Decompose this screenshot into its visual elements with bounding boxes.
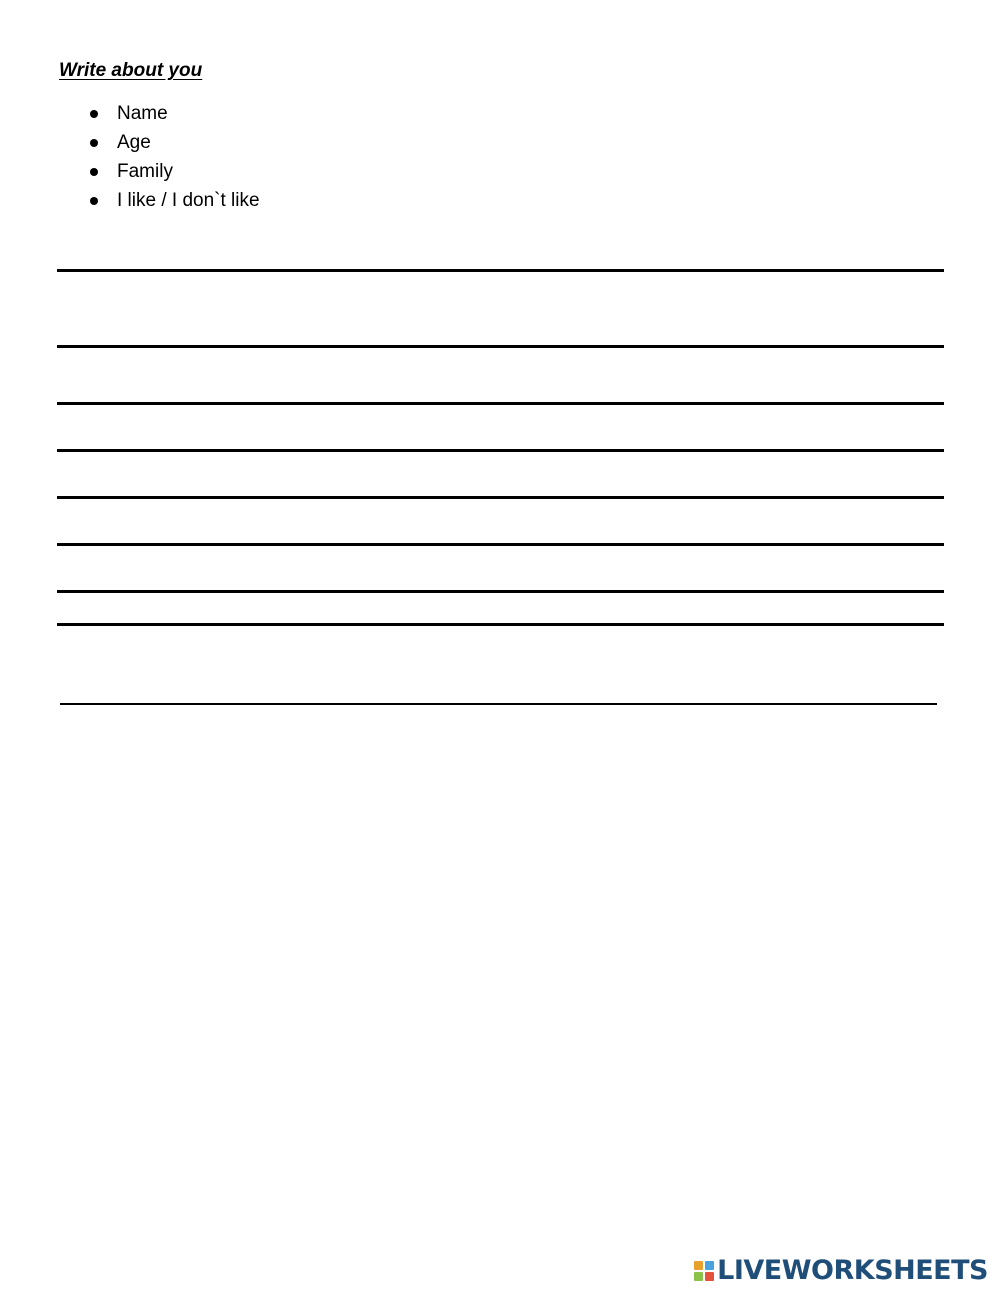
logo-block: [705, 1261, 714, 1270]
list-item: [86, 99, 260, 128]
logo-block: [694, 1272, 703, 1281]
liveworksheets-logo: [694, 1257, 988, 1284]
prompt-label: Family: [117, 161, 173, 182]
prompt-label: I like / I don`t like: [117, 190, 260, 211]
writing-line[interactable]: [57, 449, 944, 452]
logo-blocks-icon: [694, 1261, 714, 1281]
list-item: [86, 186, 260, 215]
logo-block: [694, 1261, 703, 1270]
writing-line[interactable]: [57, 345, 944, 348]
writing-line[interactable]: [57, 543, 944, 546]
list-item: [86, 128, 260, 157]
page-title: Write about you: [59, 60, 203, 81]
writing-line[interactable]: [57, 590, 944, 593]
writing-line[interactable]: [57, 496, 944, 499]
brand-name: LIVEWORKSHEETS: [717, 1255, 988, 1286]
prompt-label: Name: [117, 103, 168, 124]
logo-block: [705, 1272, 714, 1281]
bullet-icon: [90, 168, 98, 176]
writing-line[interactable]: [60, 703, 937, 705]
writing-line[interactable]: [57, 623, 944, 626]
bullet-icon: [90, 197, 98, 205]
list-item: [86, 157, 260, 186]
prompt-label: Age: [117, 132, 151, 153]
prompt-list: [86, 99, 260, 215]
writing-line[interactable]: [57, 402, 944, 405]
writing-line[interactable]: [57, 269, 944, 272]
bullet-icon: [90, 110, 98, 118]
bullet-icon: [90, 139, 98, 147]
